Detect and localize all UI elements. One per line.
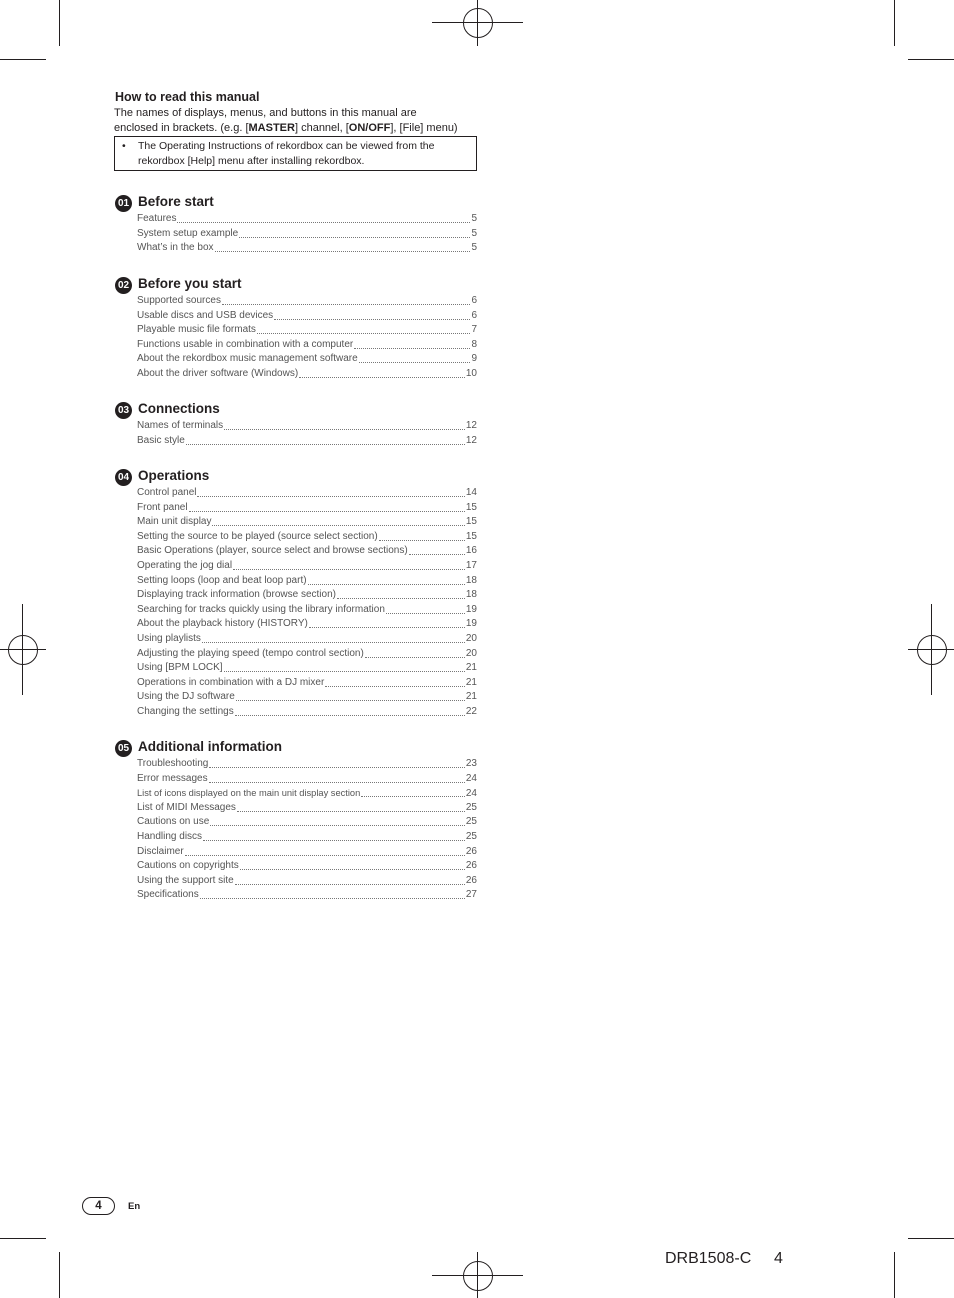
toc-entry-title: Control panel [137,487,197,498]
toc-entry [137,676,477,691]
toc-entry [137,874,477,889]
dot-leader [337,588,465,599]
toc-entry-page: 12 [465,420,477,431]
section-number-badge: 04 [115,469,132,486]
toc-entry [137,212,477,227]
onoff-bracket-text: ON/OFF [348,121,391,134]
toc-entry-page: 24 [465,788,477,800]
dot-leader [224,661,465,672]
howto-body [114,106,484,135]
toc-entry-title: Cautions on use [137,816,210,828]
toc-entry-title: Names of terminals [137,420,224,431]
section-title: Connections [138,401,220,416]
bullet-icon: • [122,140,126,152]
crop-mark [59,0,60,46]
toc-entry [137,338,477,353]
toc-entry-page: 20 [465,632,477,644]
section-number-badge: 02 [115,277,132,294]
toc-entry-page: 17 [465,559,477,571]
toc-entry [137,323,477,338]
toc-entry [137,815,477,830]
toc-entry-title: Specifications [137,889,199,901]
toc-entry-title: Using the support site [137,874,234,886]
toc-entry-title: Features [137,213,177,224]
dot-leader [212,515,464,526]
howto-line-2 [114,121,484,136]
howto-text: enclosed in brackets. (e.g. [ [114,121,249,134]
toc-entry-page: 16 [465,545,477,557]
dot-leader [209,772,465,783]
dot-leader [215,241,471,252]
toc-entry [137,294,477,309]
toc-entry [137,859,477,874]
toc-entry-title: Operations in combination with a DJ mixer [137,676,325,688]
dot-leader [308,574,465,585]
toc-entry-title: What’s in the box [137,242,214,254]
toc-entry-title: Adjusting the playing speed (tempo control section) [137,647,364,659]
toc-section [115,195,477,256]
toc-entry-title: Cautions on copyrights [137,860,239,872]
dot-leader [189,501,465,512]
toc-entry-page: 23 [465,758,477,769]
dot-leader [177,212,470,223]
toc-entry-title: Using the DJ software [137,691,235,703]
dot-leader [239,227,470,238]
dot-leader [235,705,465,716]
dot-leader [309,617,465,628]
toc-entry-page: 7 [471,324,477,336]
dot-leader [209,757,465,768]
toc-entry-page: 15 [465,501,477,513]
section-title: Before you start [138,276,242,291]
toc-entry-title: Basic Operations (player, source select and browse sections) [137,545,408,557]
toc-entry-page: 9 [471,353,477,365]
crop-mark [0,1238,46,1239]
toc-section [115,402,477,448]
toc-section [115,740,477,903]
toc-entry-page: 6 [471,309,477,321]
dot-leader [379,530,465,541]
toc-entry [137,632,477,647]
howto-text: ] channel, [ [294,121,349,134]
dot-leader [325,676,465,687]
dot-leader [299,367,465,378]
toc-entry [137,501,477,516]
note-line-2: rekordbox [Help] menu after installing rekordbox. [138,154,365,167]
master-bracket-text: MASTER [248,121,295,134]
section-number-badge: 01 [115,195,132,212]
toc-section [115,469,477,720]
crop-mark [908,1238,954,1239]
toc-entry [137,574,477,589]
toc-entry [137,530,477,545]
toc-section [115,277,477,382]
toc-entry [137,419,477,434]
section-title: Additional information [138,739,282,754]
document-page: 4 [774,1250,783,1267]
dot-leader [359,352,471,363]
toc-entry [137,617,477,632]
toc-entry-page: 5 [471,213,477,224]
dot-leader [235,874,465,885]
toc-entry-page: 18 [465,574,477,586]
dot-leader [354,338,470,349]
toc-entry-title: About the playback history (HISTORY) [137,618,308,630]
note-box [114,136,477,171]
howto-title: How to read this manual [115,90,260,104]
toc-entry-page: 12 [465,434,477,446]
crop-mark [908,59,954,60]
dot-leader [409,544,465,555]
toc-entry-title: Searching for tracks quickly using the library information [137,603,385,615]
dot-leader [222,294,470,305]
toc-entry [137,845,477,860]
toc-entry [137,515,477,530]
toc-entry [137,757,477,772]
toc-entry-title: Displaying track information (browse section) [137,589,336,601]
toc-entry [137,801,477,816]
dot-leader [224,419,465,430]
dot-leader [240,859,465,870]
section-title: Before start [138,194,214,209]
dot-leader [257,323,471,334]
toc-entry [137,661,477,676]
document-code: DRB1508-C [665,1250,752,1267]
dot-leader [274,309,470,320]
toc-entry [137,367,477,382]
toc-entry-title: Setting the source to be played (source select section) [137,530,378,542]
toc-entry-page: 27 [465,889,477,901]
dot-leader [233,559,465,570]
crop-mark [0,59,46,60]
dot-leader [200,888,465,899]
toc-entry-page: 25 [465,801,477,813]
crop-mark [894,1252,895,1298]
toc-entry-page: 21 [465,676,477,688]
howto-text: ], [File] menu) [390,121,458,134]
toc-entry [137,559,477,574]
toc-entry-title: Supported sources [137,295,221,306]
toc-entry-title: List of MIDI Messages [137,801,236,813]
dot-leader [386,603,465,614]
dot-leader [186,434,465,445]
toc-entry [137,227,477,242]
toc-entry-title: List of icons displayed on the main unit display section [137,788,361,799]
toc-entry-title: Basic style [137,434,185,446]
toc-entry-page: 5 [471,242,477,254]
toc-entry [137,241,477,256]
dot-leader [197,486,464,497]
toc-entry [137,309,477,324]
toc-entry [137,772,477,787]
toc-entry-title: Changing the settings [137,705,234,717]
dot-leader [236,690,465,701]
toc-entry-title: Operating the jog dial [137,559,233,571]
toc-entry-page: 5 [471,227,477,239]
dot-leader [365,647,465,658]
toc-entry-title: Main unit display [137,516,212,528]
toc-entry-page: 25 [465,816,477,828]
toc-entry-title: Front panel [137,501,188,513]
toc-entry-page: 15 [465,530,477,542]
dot-leader [361,786,465,797]
dot-leader [210,815,465,826]
toc-entry-page: 21 [465,691,477,703]
toc-entry-page: 20 [465,647,477,659]
toc-entry-title: Using [BPM LOCK] [137,662,223,674]
toc-entry-title: Usable discs and USB devices [137,309,274,321]
toc-entry-page: 19 [465,603,477,615]
toc-entry-title: Troubleshooting [137,758,209,769]
toc-entry-page: 21 [465,662,477,674]
toc-entry-title: Setting loops (loop and beat loop part) [137,574,307,586]
toc-entry [137,830,477,845]
toc-entry-title: Error messages [137,772,208,784]
dot-leader [202,632,465,643]
toc-entry [137,786,477,801]
toc-entry-title: Using playlists [137,632,201,644]
toc-entry-page: 18 [465,589,477,601]
toc-entry-page: 6 [471,295,477,306]
toc-entry-page: 26 [465,860,477,872]
toc-entry-title: Disclaimer [137,845,184,857]
page-number-badge: 4 [82,1197,115,1215]
toc-entry-title: About the driver software (Windows) [137,367,299,379]
dot-leader [185,845,465,856]
section-title: Operations [138,468,210,483]
toc-entry-title: Playable music file formats [137,324,256,336]
registration-circle [463,1261,493,1291]
toc-entry-page: 22 [465,705,477,717]
toc-entry [137,888,477,903]
toc-entry-page: 14 [465,487,477,498]
toc-entry [137,690,477,705]
toc-entry-page: 26 [465,845,477,857]
toc-entry [137,486,477,501]
toc-entry [137,588,477,603]
registration-circle [463,8,493,38]
toc-entry [137,705,477,720]
toc-entry-title: System setup example [137,227,239,239]
toc-entry-page: 19 [465,618,477,630]
section-number-badge: 05 [115,740,132,757]
toc-entry-title: About the rekordbox music management software [137,353,358,365]
section-number-badge: 03 [115,402,132,419]
toc-entry-page: 24 [465,772,477,784]
toc-entry-title: Functions usable in combination with a computer [137,338,354,350]
toc-entry [137,434,477,449]
toc-entry-page: 26 [465,874,477,886]
toc-entry-page: 15 [465,516,477,528]
toc-entry-page: 25 [465,830,477,842]
crop-mark [894,0,895,46]
dot-leader [237,801,465,812]
note-line-1: The Operating Instructions of rekordbox can be viewed from the [138,140,435,152]
language-label: En [128,1201,141,1212]
crop-mark [59,1252,60,1298]
dot-leader [203,830,465,841]
toc-entry-page: 10 [465,367,477,379]
toc-entry-page: 8 [471,338,477,350]
toc-entry [137,544,477,559]
registration-circle [917,635,947,665]
toc-entry [137,603,477,618]
registration-circle [8,635,38,665]
toc-entry [137,352,477,367]
toc-entry-title: Handling discs [137,830,203,842]
toc-entry [137,647,477,662]
howto-line-1: The names of displays, menus, and buttons in this manual are [114,107,417,119]
